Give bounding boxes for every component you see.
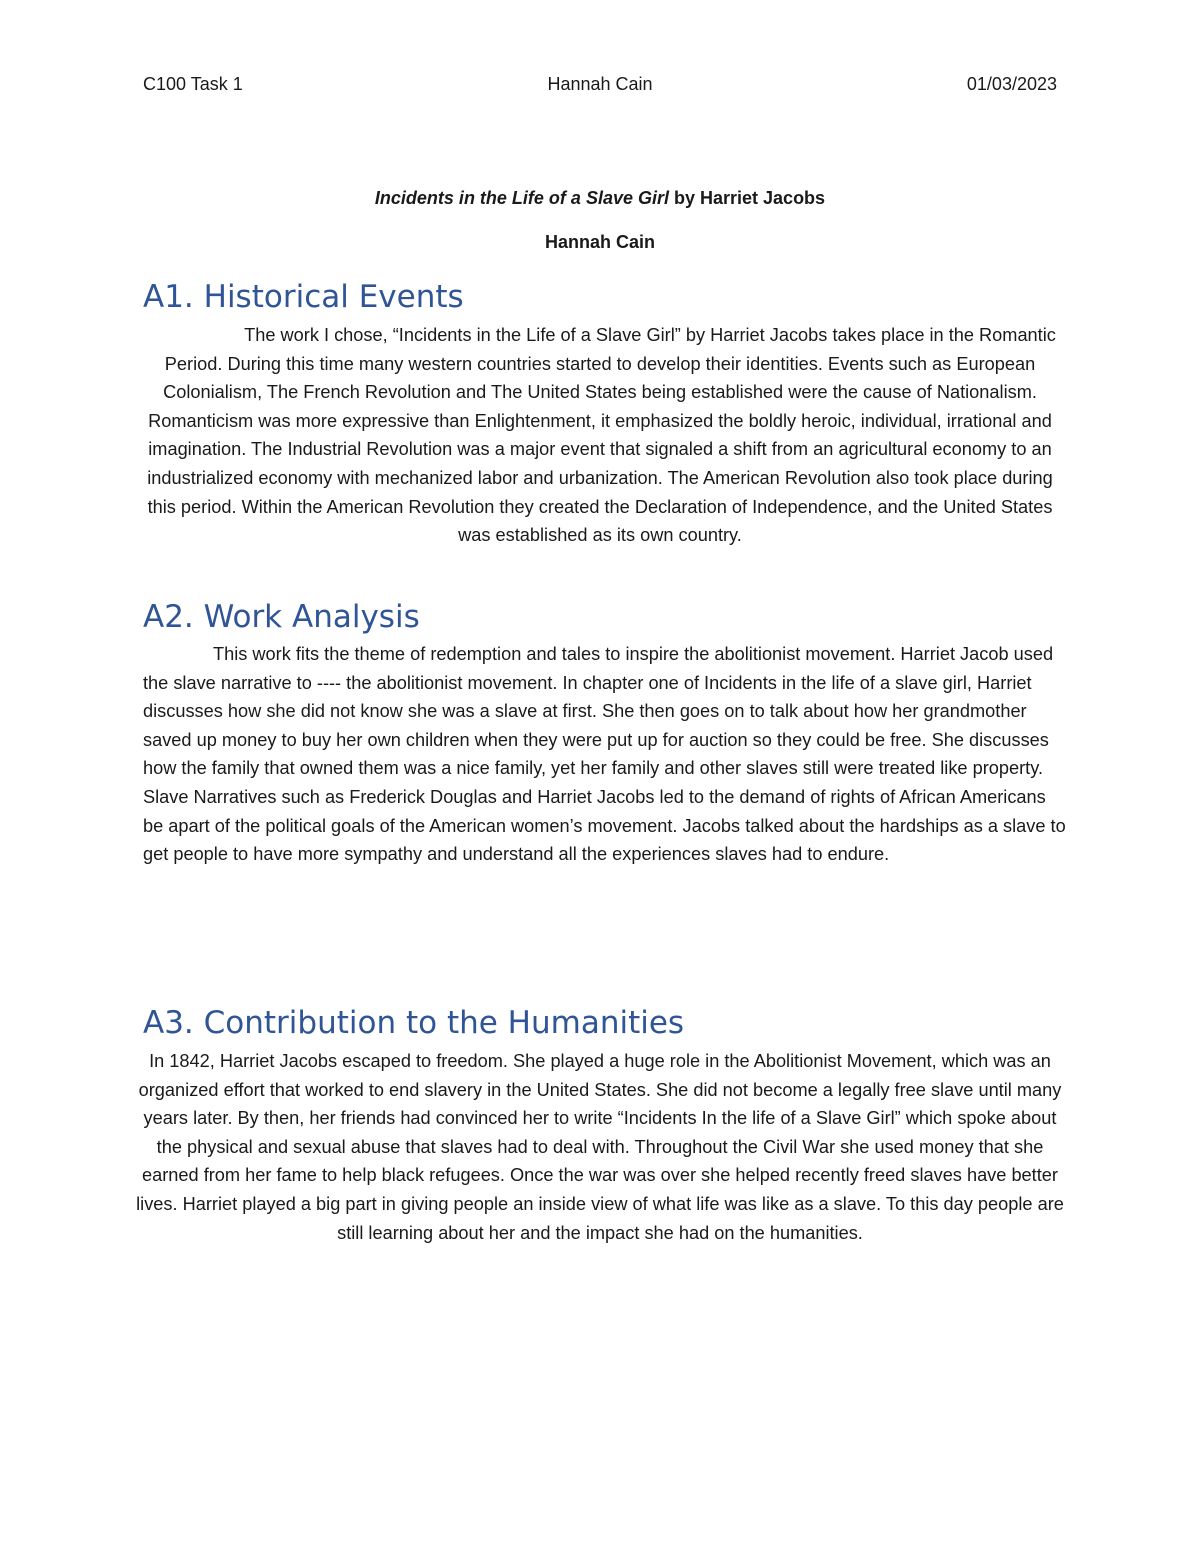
- header-course: C100 Task 1: [143, 74, 243, 94]
- document-title: [143, 188, 1057, 209]
- header-name: Hannah Cain: [547, 74, 653, 94]
- section-body-historical-events: The work I chose, “Incidents in the Life of a Slave Girl” by Harriet Jacobs takes place in the Romantic Period. During this time many western countries started to develop their identities. Events such as European Colonialism, The French Revolution and The United States being established were the cause of Nationalism. Romanticism was more expressive than Enlightenment, it emphasized the boldly heroic, individual, irrational and imagination. The Industrial Revolution was a major event that signaled a shift from an agricultural economy to an industrialized economy with mechanized labor and urbanization. The American Revolution also took place during this period. Within the American Revolution they created the Declaration of Independence, and the United States was established as its own country.: [147, 325, 1056, 546]
- section-heading-contribution: A3. Contribution to the Humanities: [143, 1005, 685, 1041]
- page-header: [143, 74, 1057, 98]
- section-heading-historical-events: A1. Historical Events: [143, 279, 464, 315]
- document-author: Hannah Cain: [544, 232, 655, 252]
- title-rest: by Harriet Jacobs: [669, 188, 826, 208]
- header-date: 01/03/2023: [966, 74, 1057, 94]
- section-heading-work-analysis: A2. Work Analysis: [143, 599, 420, 635]
- section-body-work-analysis: This work fits the theme of redemption and tales to inspire the abolitionist movement. Harriet Jacob used the slave narrative to ---- the abolitionist movement. In chapter one of Incidents in the life of a slave girl, Harriet discusses how she did not know she was a slave at first. She then goes on to talk about how her grandmother saved up money to buy her own children when they were put up for auction so they could be free. She discusses how the family that owned them was a nice family, yet her family and other slaves still were treated like property. Slave Narratives such as Frederick Douglas and Harriet Jacobs led to the demand of rights of African Americans be apart of the political goals of the American women’s movement. Jacobs talked about the hardships as a slave to get people to have more sympathy and understand all the experiences slaves had to endure.: [143, 644, 1066, 865]
- title-work: Incidents in the Life of a Slave Girl: [374, 188, 669, 208]
- section-body-contribution: In 1842, Harriet Jacobs escaped to freedom. She played a huge role in the Abolitionist Movement, which was an organized effort that worked to end slavery in the United States. She did not become a legally free slave until many years later. By then, her friends had convinced her to write “Incidents In the life of a Slave Girl” which spoke about the physical and sexual abuse that slaves had to deal with. Throughout the Civil War she used money that she earned from her fame to help black refugees. Once the war was over she helped recently freed slaves have better lives. Harriet played a big part in giving people an inside view of what life was like as a slave. To this day people are still learning about her and the impact she had on the humanities.: [136, 1051, 1064, 1243]
